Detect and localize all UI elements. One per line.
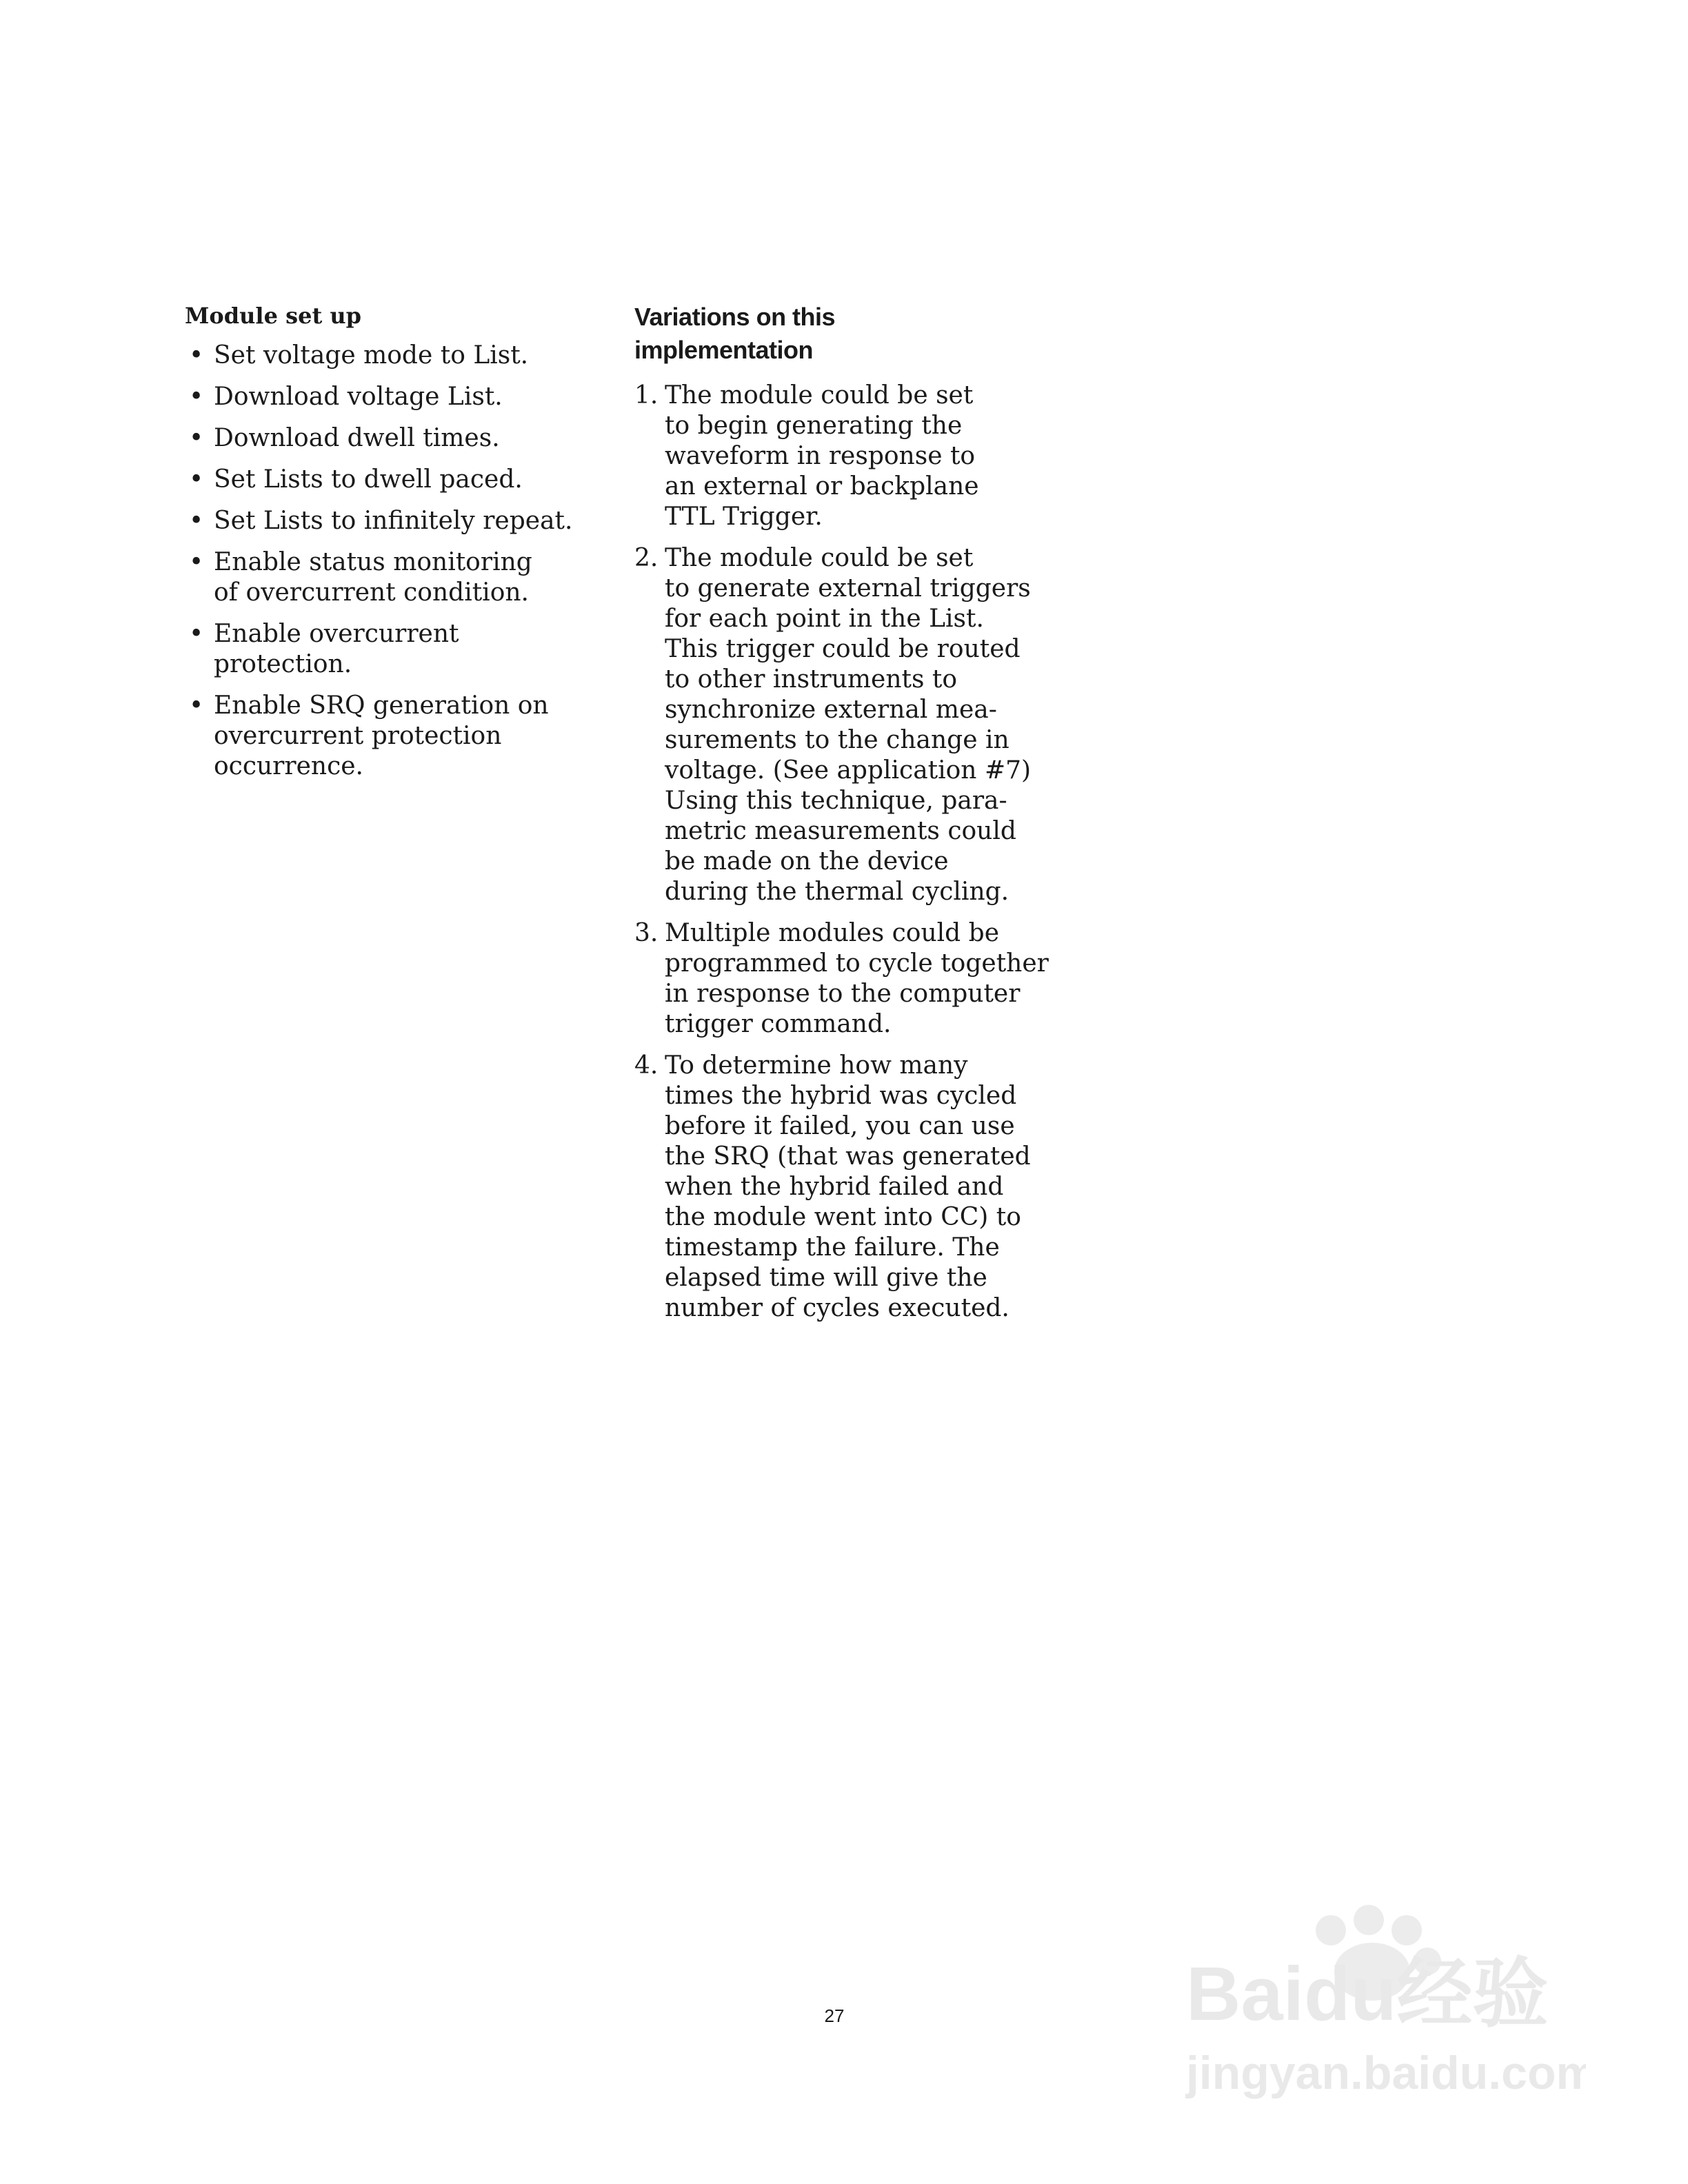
- variation-item-line: trigger command.: [665, 1010, 892, 1038]
- bullet-marker: •: [189, 383, 204, 411]
- module-setup-item: [185, 382, 599, 412]
- variation-number: 2.: [634, 544, 659, 572]
- bullet-marker: •: [189, 507, 204, 535]
- module-setup-item-line: Set voltage mode to List.: [214, 341, 529, 370]
- variation-item-line: metric measurements could: [665, 817, 1016, 845]
- variation-item-line: the module went into CC) to: [665, 1203, 1021, 1231]
- module-setup-item-line: Set Lists to infinitely repeat.: [214, 507, 573, 535]
- module-setup-section: [185, 301, 599, 793]
- variation-item-line: number of cycles executed.: [665, 1294, 1009, 1322]
- variation-item-line: in response to the computer: [665, 980, 1021, 1008]
- variation-item-line: programmed to cycle together: [665, 949, 1049, 978]
- variation-number: 1.: [634, 381, 659, 410]
- variation-item-line: to other instruments to: [665, 665, 958, 694]
- module-setup-item-line: Enable status monitoring: [214, 548, 532, 576]
- variation-item-line: TTL Trigger.: [665, 503, 823, 531]
- module-setup-list: [185, 341, 599, 782]
- module-setup-item-line: overcurrent protection: [214, 722, 502, 750]
- variation-item-line: elapsed time will give the: [665, 1264, 987, 1292]
- module-setup-item: [185, 619, 599, 680]
- variation-item-line: To determine how many: [665, 1051, 968, 1080]
- variation-item-line: This trigger could be routed: [665, 635, 1021, 663]
- variation-number: 3.: [634, 919, 659, 947]
- watermark-url: jingyan.baidu.com: [1186, 2047, 1586, 2099]
- module-setup-item: [185, 506, 599, 536]
- variation-item-line: when the hybrid failed and: [665, 1173, 1004, 1201]
- variation-item-line: be made on the device: [665, 847, 949, 876]
- variations-list: [634, 381, 1048, 1324]
- variation-item-line: timestamp the failure. The: [665, 1233, 1000, 1262]
- variation-item-line: for each point in the List.: [665, 605, 984, 633]
- bullet-marker: •: [189, 548, 204, 576]
- variation-item-line: to generate external triggers: [665, 574, 1031, 603]
- module-setup-item: [185, 341, 599, 371]
- variation-item-line: The module could be set: [665, 544, 974, 572]
- variations-section: [634, 301, 1048, 1335]
- module-setup-item-line: occurrence.: [214, 752, 364, 780]
- variation-item-line: voltage. (See application #7): [665, 756, 1032, 785]
- variation-item: [634, 381, 1048, 532]
- paw-icon: [1172, 1903, 1586, 2110]
- variation-item: [634, 543, 1048, 907]
- variation-item-line: Using this technique, para-: [665, 787, 1007, 815]
- baidu-watermark: [1172, 1903, 1586, 2110]
- bullet-marker: •: [189, 465, 204, 494]
- variation-item-line: waveform in response to: [665, 442, 976, 470]
- module-setup-item-line: of overcurrent condition.: [214, 578, 529, 607]
- variation-item-line: an external or backplane: [665, 472, 979, 501]
- bullet-marker: •: [189, 424, 204, 452]
- module-setup-item-line: Download voltage List.: [214, 383, 503, 411]
- watermark-brand: Baidu经验: [1186, 1952, 1549, 2036]
- module-setup-item-line: Enable overcurrent: [214, 620, 459, 648]
- variation-item-line: Multiple modules could be: [665, 919, 999, 947]
- module-setup-item: [185, 691, 599, 782]
- bullet-marker: •: [189, 341, 204, 370]
- variation-item-line: the SRQ (that was generated: [665, 1142, 1031, 1171]
- page-number: 27: [824, 2005, 845, 2026]
- variation-item-line: to begin generating the: [665, 412, 963, 440]
- variation-item: [634, 1051, 1048, 1324]
- variation-item: [634, 918, 1048, 1040]
- module-setup-item-line: Download dwell times.: [214, 424, 500, 452]
- module-setup-item: [185, 547, 599, 608]
- bullet-marker: •: [189, 691, 204, 720]
- variations-heading-line: Variations on this: [634, 303, 836, 331]
- variation-item-line: surements to the change in: [665, 726, 1009, 754]
- variation-item-line: during the thermal cycling.: [665, 878, 1009, 906]
- variation-item-line: before it failed, you can use: [665, 1112, 1015, 1140]
- module-setup-heading: Module set up: [185, 303, 361, 329]
- variation-item-line: The module could be set: [665, 381, 974, 410]
- variation-item-line: synchronize external mea-: [665, 696, 997, 724]
- variation-item-line: times the hybrid was cycled: [665, 1082, 1017, 1110]
- bullet-marker: •: [189, 620, 204, 648]
- module-setup-item-line: protection.: [214, 650, 352, 678]
- module-setup-item-line: Enable SRQ generation on: [214, 691, 549, 720]
- variations-heading: [634, 301, 1048, 367]
- variations-heading-line: implementation: [634, 336, 814, 364]
- variation-number: 4.: [634, 1051, 659, 1080]
- module-setup-item: [185, 465, 599, 495]
- module-setup-item: [185, 423, 599, 454]
- module-setup-item-line: Set Lists to dwell paced.: [214, 465, 523, 494]
